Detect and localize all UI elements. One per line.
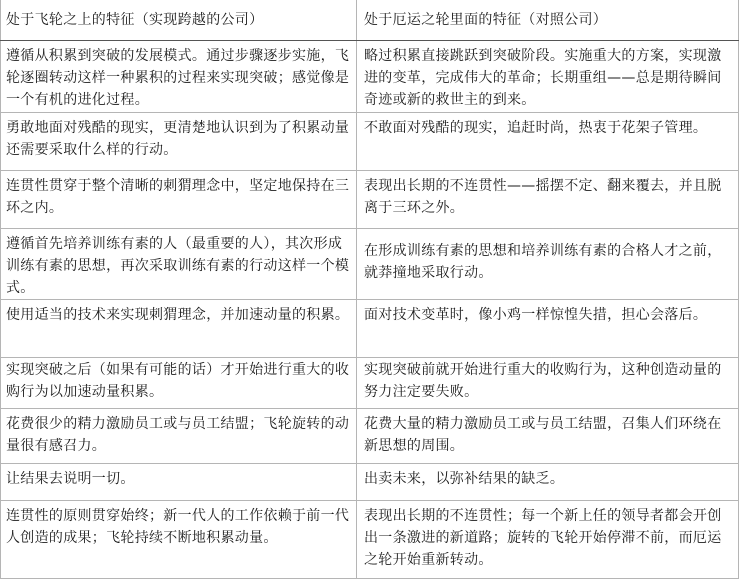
row-left-cell: 让结果去说明一切。 [6, 471, 135, 487]
row-right-cell: 实现突破前就开始进行重大的收购行为，这种创造动量的努力注定要失败。 [364, 362, 722, 400]
row-right-cell: 不敢面对残酷的现实，追赶时尚，热衷于花架子管理。 [364, 120, 708, 136]
row-divider [0, 228, 739, 229]
row-right-cell: 略过积累直接跳跃到突破阶段。实施重大的方案，实现激进的变革，完成伟大的革命；长期重组——总是期待瞬间奇迹或新的救世主的到来。 [364, 48, 722, 108]
row-right-cell: 表现出长期的不连贯性——摇摆不定、翻来覆去，并且脱离于三环之外。 [364, 178, 722, 216]
row-right-cell: 花费大量的精力激励员工或与员工结盟，召集人们环绕在新思想的周围。 [364, 416, 722, 454]
row-right-cell: 面对技术变革时，像小鸡一样惊惶失措，担心会落后。 [364, 307, 708, 323]
row-right-cell: 出卖未来，以弥补结果的缺乏。 [364, 471, 565, 487]
row-divider [0, 463, 739, 464]
header-left: 处于飞轮之上的特征（实现跨越的公司） [6, 12, 264, 28]
row-left-cell: 勇敢地面对残酷的现实，更清楚地认识到为了积累动量还需要采取什么样的行动。 [6, 120, 350, 158]
row-divider [0, 500, 739, 501]
column-divider [356, 0, 357, 579]
row-divider [0, 299, 739, 300]
row-right-cell: 表现出长期的不连贯性；每一个新上任的领导者都会开创出一条激进的新道路；旋转的飞轮开始停滞不前，而厄运之轮开始重新转动。 [364, 508, 722, 568]
row-left-cell: 花费很少的精力激励员工或与员工结盟；飞轮旋转的动量很有感召力。 [6, 416, 350, 454]
row-left-cell: 连贯性的原则贯穿始终；新一代人的工作依赖于前一代人创造的成果；飞轮持续不断地积累动量。 [6, 508, 350, 546]
row-left-cell: 使用适当的技术来实现刺猬理念，并加速动量的积累。 [6, 307, 350, 323]
row-right-cell: 在形成训练有素的思想和培养训练有素的合格人才之前，就莽撞地采取行动。 [364, 243, 722, 281]
row-divider [0, 40, 739, 41]
row-left-cell: 遵循首先培养训练有素的人（最重要的人），其次形成训练有素的思想，再次采取训练有素的行动这样一个模式。 [6, 236, 350, 296]
row-divider [0, 170, 739, 171]
row-left-cell: 遵循从积累到突破的发展模式。通过步骤逐步实施，飞轮逐圈转动这样一种累积的过程来实现突破；感觉像是一个有机的进化过程。 [6, 48, 350, 108]
row-left-cell: 连贯性贯穿于整个清晰的刺猬理念中，坚定地保持在三环之内。 [6, 178, 350, 216]
row-left-cell: 实现突破之后（如果有可能的话）才开始进行重大的收购行为以加速动量积累。 [6, 362, 350, 400]
header-right: 处于厄运之轮里面的特征（对照公司） [364, 12, 608, 28]
row-divider [0, 408, 739, 409]
row-divider [0, 112, 739, 113]
row-divider [0, 357, 739, 358]
